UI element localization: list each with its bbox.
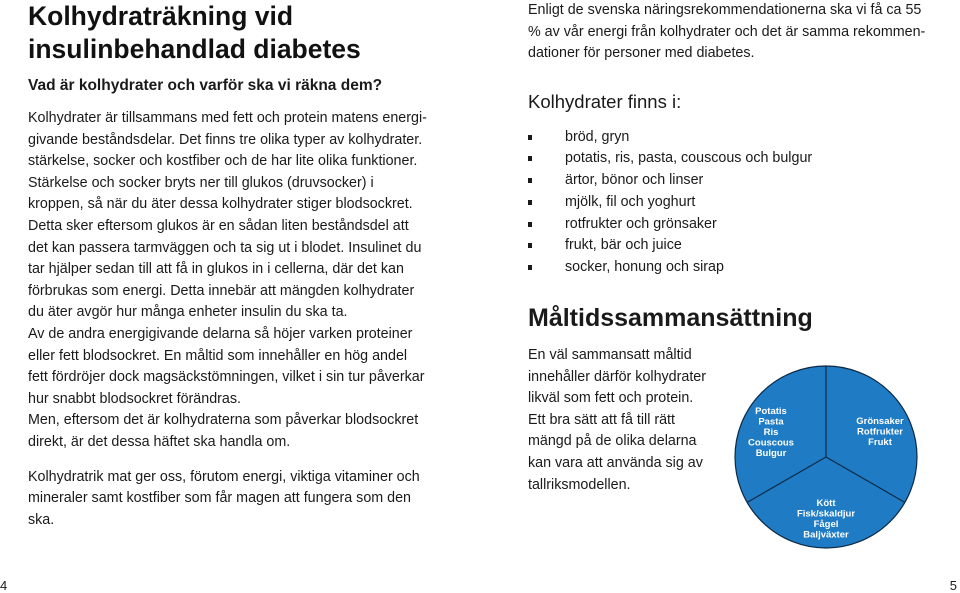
segment-label: Kött: [816, 498, 836, 509]
segment-label: Fågel: [813, 519, 839, 530]
body-line: kroppen, så när du äter dessa kolhydrater stiger blodsockret.: [28, 196, 413, 213]
intro-line: % av vår energi från kolhydrater och det är samma rekommen-: [528, 23, 926, 40]
body-line: Kolhydrater är tillsammans med fett och protein matens energi-: [28, 110, 427, 126]
meal-paragraph: [528, 345, 728, 496]
title-line-2: insulinbehandlad diabetes: [28, 34, 361, 64]
carbs-heading: Kolhydrater finns i:: [528, 90, 682, 112]
carbs-list: [528, 127, 940, 279]
body-line: mineraler samt kostfiber som får magen att fungera som den ska.: [28, 490, 412, 528]
body-text: [28, 108, 440, 454]
body-line: givande beståndsdelar. Det finns tre olika typer av kolhydrater.: [28, 131, 423, 148]
page-number-right: 5: [949, 578, 957, 593]
title-line-1: Kolhydraträkning vid: [28, 1, 294, 31]
list-item: [528, 148, 940, 170]
segment-label: Couscous: [748, 437, 794, 449]
body-line: tar hjälper sedan till att få in glukos in i cellerna, där det kan: [28, 261, 404, 278]
list-item-label: mjölk, fil och yoghurt: [565, 193, 696, 210]
bullet-icon: [528, 135, 532, 140]
body-line: Detta sker eftersom glukos är en sådan liten beståndsdel att: [28, 217, 409, 234]
body-line: Kolhydratrik mat ger oss, förutom energi, viktiga vitaminer och: [28, 468, 420, 485]
meal-line: kan vara att använda sig av: [528, 454, 703, 471]
list-item-label: potatis, ris, pasta, couscous och bulgur: [565, 150, 813, 167]
segment-label: Frukt: [868, 437, 892, 448]
intro-paragraph: [528, 0, 940, 65]
list-item-label: rotfrukter och grönsaker: [565, 215, 717, 232]
meal-line: tallriksmodellen.: [528, 476, 631, 493]
list-item: [528, 235, 940, 257]
intro-line: dationer för personer med diabetes.: [528, 45, 755, 62]
page-number-left: 4: [0, 578, 8, 593]
list-item-label: frukt, bär och juice: [565, 237, 682, 254]
body-line: Av de andra energigivande delarna så höjer varken proteiner: [28, 325, 413, 342]
body-line: eller fett blodsockret. En måltid som innehåller en hög andel: [28, 347, 408, 364]
body-line: Stärkelse och socker bryts ner till glukos (druvsocker) i: [28, 174, 374, 191]
list-item-label: bröd, gryn: [565, 128, 630, 145]
segment-label: Fisk/skaldjur: [796, 508, 856, 520]
list-item-label: ärtor, bönor och linser: [565, 172, 704, 189]
body-line: förbrukas som energi. Detta innebär att mängden kolhydrater: [28, 282, 415, 299]
body-line: du äter avgör hur många enheter insulin du ska ta.: [28, 304, 348, 321]
list-item: [528, 257, 940, 279]
meal-line: Ett bra sätt att få till rätt: [528, 411, 675, 428]
plate-model-diagram: [733, 364, 919, 550]
bullet-icon: [528, 156, 532, 161]
list-item: [528, 214, 940, 236]
segment-label: Grönsaker: [856, 416, 904, 427]
meal-line: likväl som fett och protein.: [528, 390, 694, 407]
right-column: [528, 0, 940, 593]
segment-label: Bulgur: [755, 448, 787, 459]
closing-paragraph: [28, 467, 440, 532]
meal-line: innehåller därför kolhydrater: [528, 368, 707, 385]
page-title: [28, 0, 440, 66]
bullet-icon: [528, 265, 532, 270]
segment-label: Pasta: [758, 416, 784, 428]
left-column: [28, 0, 440, 531]
meal-line: mängd på de olika delarna: [528, 433, 697, 450]
body-line: fett fördröjer dock magsäckstömningen, vilket i sin tur påverkar: [28, 369, 425, 386]
body-line: direkt, är det dessa häftet ska handla om.: [28, 433, 291, 450]
list-item-label: socker, honung och sirap: [565, 259, 724, 275]
bullet-icon: [528, 178, 532, 183]
section-subheading: Vad är kolhydrater och varför ska vi räkna dem?: [28, 77, 383, 94]
list-item: [528, 127, 940, 149]
body-line: hur snabbt blodsockret förändras.: [28, 390, 241, 407]
body-line: Men, eftersom det är kolhydraterna som påverkar blodsockret: [28, 412, 419, 429]
list-item: [528, 170, 940, 192]
body-line: stärkelse, socker och kostfiber och de har lite olika funktioner.: [28, 153, 418, 170]
bullet-icon: [528, 222, 532, 227]
meal-heading: Måltidssammansättning: [528, 303, 813, 332]
body-line: det kan passera tarmväggen och ta sig ut i blodet. Insulinet du: [28, 239, 422, 256]
segment-label: Potatis: [755, 406, 787, 417]
segment-label: Baljväxter: [803, 529, 849, 541]
meal-line: En väl sammansatt måltid: [528, 347, 692, 363]
segment-label: Rotfrukter: [857, 426, 903, 438]
bullet-icon: [528, 200, 532, 205]
list-item: [528, 192, 940, 214]
intro-line: Enligt de svenska näringsrekommendationerna ska vi få ca 55: [528, 2, 922, 18]
bullet-icon: [528, 243, 532, 248]
segment-label: Ris: [763, 427, 779, 438]
